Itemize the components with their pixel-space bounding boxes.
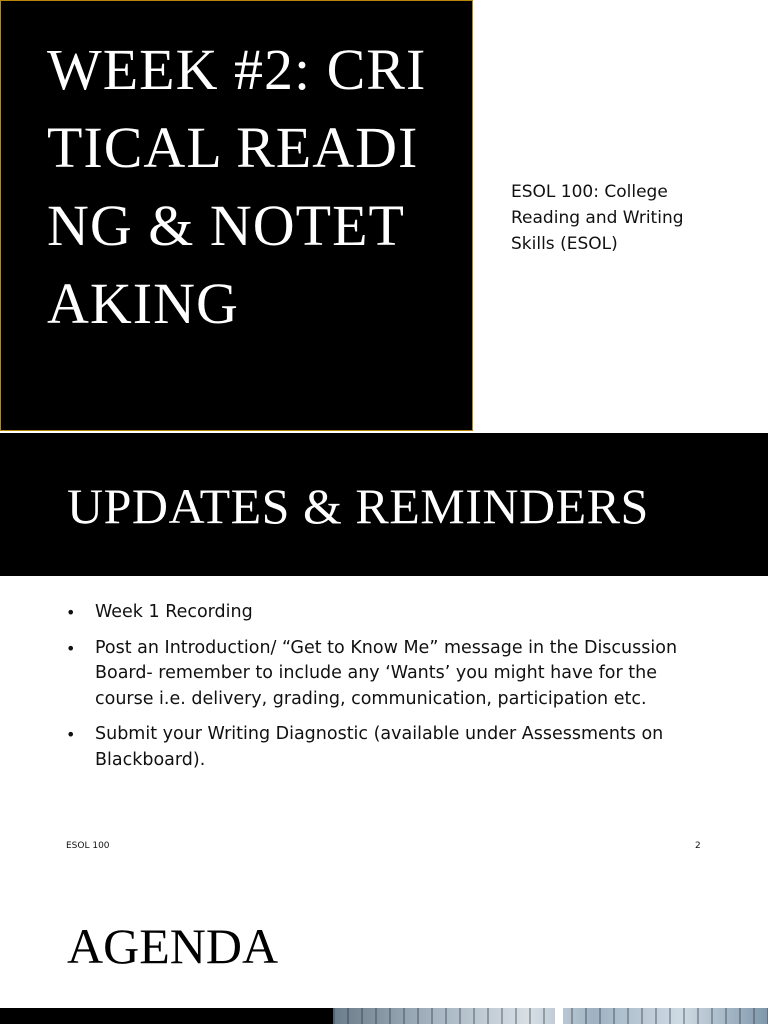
- list-item: [66, 722, 706, 773]
- slide-1: [0, 0, 768, 433]
- slide-1-title: WEEK #2: CRITICAL READING & NOTETAKING: [47, 37, 427, 336]
- bullet-icon: •: [66, 725, 76, 744]
- slide-3-title: AGENDA: [67, 918, 279, 974]
- reminders-list: [66, 600, 706, 783]
- slide-2-title: UPDATES & REMINDERS: [67, 478, 649, 534]
- title-box: [0, 0, 473, 431]
- list-item-text: Post an Introduction/ “Get to Know Me” message in the Discussion Board- remember to include any ‘Wants’ you might have for the course i.e. delivery, grading, communication, participation etc.: [95, 637, 678, 709]
- bullet-icon: •: [66, 638, 76, 658]
- list-item: [66, 636, 706, 713]
- slide-footer-course: ESOL 100: [66, 841, 110, 851]
- list-item-text: Week 1 Recording: [95, 602, 253, 622]
- building-photo: [333, 1008, 768, 1024]
- bullet-icon: •: [66, 603, 76, 622]
- list-item-text: Submit your Writing Diagnostic (available under Assessments on Blackboard).: [95, 724, 664, 770]
- list-item: [66, 600, 706, 626]
- slide-number: 2: [695, 841, 701, 851]
- slide-1-subtitle: ESOL 100: College Reading and Writing Skills (ESOL): [511, 182, 684, 254]
